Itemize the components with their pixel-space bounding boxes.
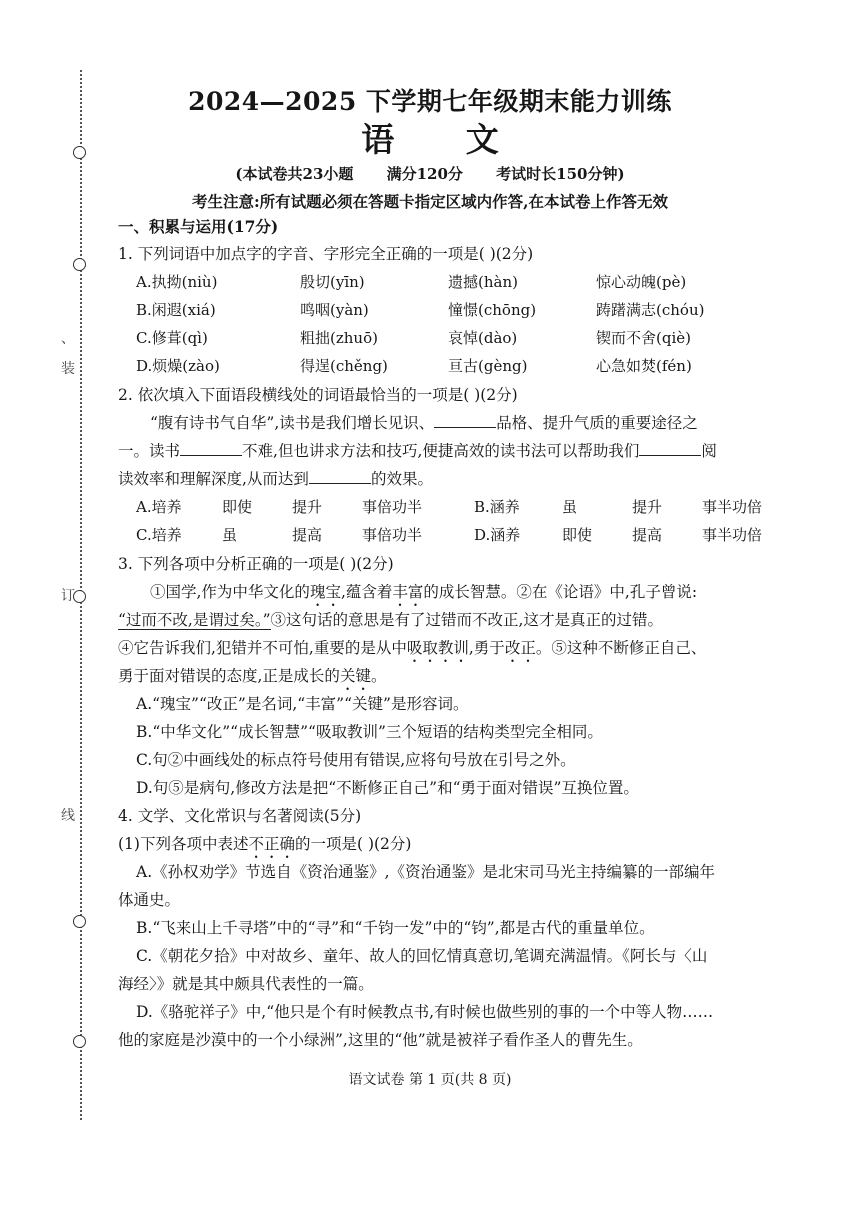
page-footer: 语文试卷 第 1 页(共 8 页) bbox=[348, 1072, 512, 1088]
q2-option-d-4: 事半功倍 bbox=[702, 526, 763, 544]
q4-option-b: B.“飞来山上千寻塔”中的“寻”和“千钧一发”中的“钧”,都是古代的重量单位。 bbox=[136, 919, 655, 937]
q4-sub1-stem: (1)下列各项中表述不正确的一项是( )(2分) bbox=[118, 835, 412, 853]
info-count: (本试卷共23小题 bbox=[235, 165, 354, 183]
q2-option-d-3: 提高 bbox=[632, 526, 663, 544]
answer-blank bbox=[309, 469, 371, 484]
dotted-word: 瑰宝 bbox=[309, 583, 341, 601]
binding-hole-icon bbox=[73, 258, 86, 271]
q4-stem: 4. 文学、文化常识与名著阅读(5分) bbox=[118, 807, 362, 825]
q1-option-a-4: 惊心动魄(pè) bbox=[596, 273, 687, 291]
dotted-word: 关键 bbox=[339, 667, 371, 685]
binding-mark: 、 bbox=[61, 331, 75, 347]
q2-passage-line: 读效率和理解深度,从而达到 的效果。 bbox=[118, 470, 433, 488]
binding-mark-ding: 订 bbox=[61, 588, 75, 604]
exam-notice: 考生注意:所有试题必须在答题卡指定区域内作答,在本试卷上作答无效 bbox=[191, 192, 669, 211]
answer-blank bbox=[434, 413, 496, 428]
dotted-word: 丰富 bbox=[392, 583, 424, 601]
q4-option-d-cont: 他的家庭是沙漠中的一个小绿洲”,这里的“他”就是被祥子看作圣人的曹先生。 bbox=[118, 1031, 643, 1049]
q1-option-c-3: 哀悼(dào) bbox=[448, 329, 518, 347]
binding-mark-zhuang: 装 bbox=[61, 361, 75, 377]
q1-option-a-1: A.执拗(niù) bbox=[136, 273, 218, 291]
info-score: 满分120分 bbox=[386, 165, 463, 183]
q2-option-a-3: 提升 bbox=[292, 498, 323, 516]
q1-option-d-4: 心急如焚(fén) bbox=[596, 357, 692, 375]
q3-stem: 3. 下列各项中分析正确的一项是( )(2分) bbox=[118, 555, 394, 573]
q3-passage-line: ④它告诉我们,犯错并不可怕,重要的是从中吸取教训,勇于改正。⑤这种不断修正自己、 bbox=[118, 639, 707, 657]
binding-hole-icon bbox=[73, 1035, 86, 1048]
q1-option-b-1: B.闲遐(xiá) bbox=[136, 301, 216, 319]
binding-hole-icon bbox=[73, 915, 86, 928]
q1-option-a-3: 遗撼(hàn) bbox=[448, 273, 518, 291]
q3-option-c: C.句②中画线处的标点符号使用有错误,应将句号放在引号之外。 bbox=[136, 751, 576, 769]
q1-option-c-1: C.修葺(qì) bbox=[136, 329, 208, 347]
q2-passage-line: “腹有诗书气自华”,读书是我们增长见识、 品格、提升气质的重要途径之 bbox=[150, 414, 698, 432]
q2-stem: 2. 依次填入下面语段横线处的词语最恰当的一项是( )(2分) bbox=[118, 386, 518, 404]
q2-option-b-4: 事半功倍 bbox=[702, 498, 763, 516]
underlined-quote: “过而不改,是谓过矣。” bbox=[118, 611, 271, 629]
q3-passage-line: 勇于面对错误的态度,正是成长的关键。 bbox=[118, 667, 387, 685]
q4-option-a: A.《孙权劝学》节选自《资治通鉴》,《资治通鉴》是北宋司马光主持编纂的一部编年 bbox=[136, 863, 716, 881]
q3-passage-line: “过而不改,是谓过矣。”③这句话的意思是有了过错而不改正,这才是真正的过错。 bbox=[118, 611, 663, 629]
q3-option-d: D.句⑤是病句,修改方法是把“不断修正自己”和“勇于面对错误”互换位置。 bbox=[136, 779, 639, 797]
q1-option-c-2: 粗拙(zhuō) bbox=[300, 329, 378, 347]
q2-option-b-3: 提升 bbox=[632, 498, 663, 516]
binding-mark-xian: 线 bbox=[61, 808, 75, 824]
dotted-word: 吸取教训 bbox=[406, 639, 469, 657]
q1-option-c-4: 锲而不舍(qiè) bbox=[596, 329, 691, 347]
info-time: 考试时长150分钟) bbox=[496, 165, 625, 183]
q4-option-c-cont: 海经〉》就是其中颇具代表性的一篇。 bbox=[118, 975, 374, 993]
exam-subject: 语 文 bbox=[361, 120, 529, 159]
q1-stem: 1. 下列词语中加点字的字音、字形完全正确的一项是( )(2分) bbox=[118, 245, 534, 263]
q1-option-a-2: 殷切(yīn) bbox=[300, 273, 365, 291]
q1-option-d-2: 得逞(chěng) bbox=[300, 357, 388, 375]
exam-info bbox=[0, 163, 860, 184]
q2-option-d-1: D.涵养 bbox=[474, 526, 521, 544]
q4-option-a-cont: 体通史。 bbox=[118, 891, 181, 909]
dotted-word: 改正 bbox=[504, 639, 536, 657]
q2-option-a-4: 事倍功半 bbox=[362, 498, 423, 516]
q2-passage-line: 一。读书 不难,但也讲求方法和技巧,便捷高效的读书法可以帮助我们 阅 bbox=[118, 442, 717, 460]
q2-option-a-1: A.培养 bbox=[136, 498, 182, 516]
answer-blank bbox=[180, 441, 242, 456]
exam-title: 2024—2025 下学期七年级期末能力训练 bbox=[188, 87, 672, 116]
q2-option-b-2: 虽 bbox=[562, 498, 578, 516]
q2-option-c-2: 虽 bbox=[222, 526, 238, 544]
q3-passage-line: ①国学,作为中华文化的瑰宝,蕴含着丰富的成长智慧。②在《论语》中,孔子曾说: bbox=[150, 583, 698, 601]
q2-option-a-2: 即使 bbox=[222, 498, 253, 516]
q2-option-d-2: 即使 bbox=[562, 526, 593, 544]
q2-option-c-3: 提高 bbox=[292, 526, 323, 544]
q1-option-d-3: 亘古(gèng) bbox=[448, 357, 528, 375]
q2-option-c-4: 事倍功半 bbox=[362, 526, 423, 544]
q1-option-b-2: 鸣咽(yàn) bbox=[300, 301, 369, 319]
q2-option-c-1: C.培养 bbox=[136, 526, 182, 544]
q4-option-d: D.《骆驼祥子》中,“他只是个有时候教点书,有时候也做些别的事的一个中等人物…… bbox=[136, 1003, 714, 1021]
binding-margin bbox=[58, 70, 98, 1120]
q3-option-a: A.“瑰宝”“改正”是名词,“丰富”“关键”是形容词。 bbox=[136, 695, 469, 713]
answer-blank bbox=[639, 441, 701, 456]
q1-option-b-4: 踌躇满志(chóu) bbox=[596, 301, 705, 319]
section-heading: 一、积累与运用(17分) bbox=[118, 217, 279, 236]
q1-option-b-3: 憧憬(chōng) bbox=[448, 301, 537, 319]
q3-option-b: B.“中华文化”“成长智慧”“吸取教训”三个短语的结构类型完全相同。 bbox=[136, 723, 603, 741]
q4-option-c: C.《朝花夕拾》中对故乡、童年、故人的回忆情真意切,笔调充满温情。《阿长与〈山 bbox=[136, 947, 708, 965]
q2-option-b-1: B.涵养 bbox=[474, 498, 520, 516]
q1-option-d-1: D.烦燥(zào) bbox=[136, 357, 220, 375]
dotted-word: 不正确 bbox=[248, 835, 295, 853]
